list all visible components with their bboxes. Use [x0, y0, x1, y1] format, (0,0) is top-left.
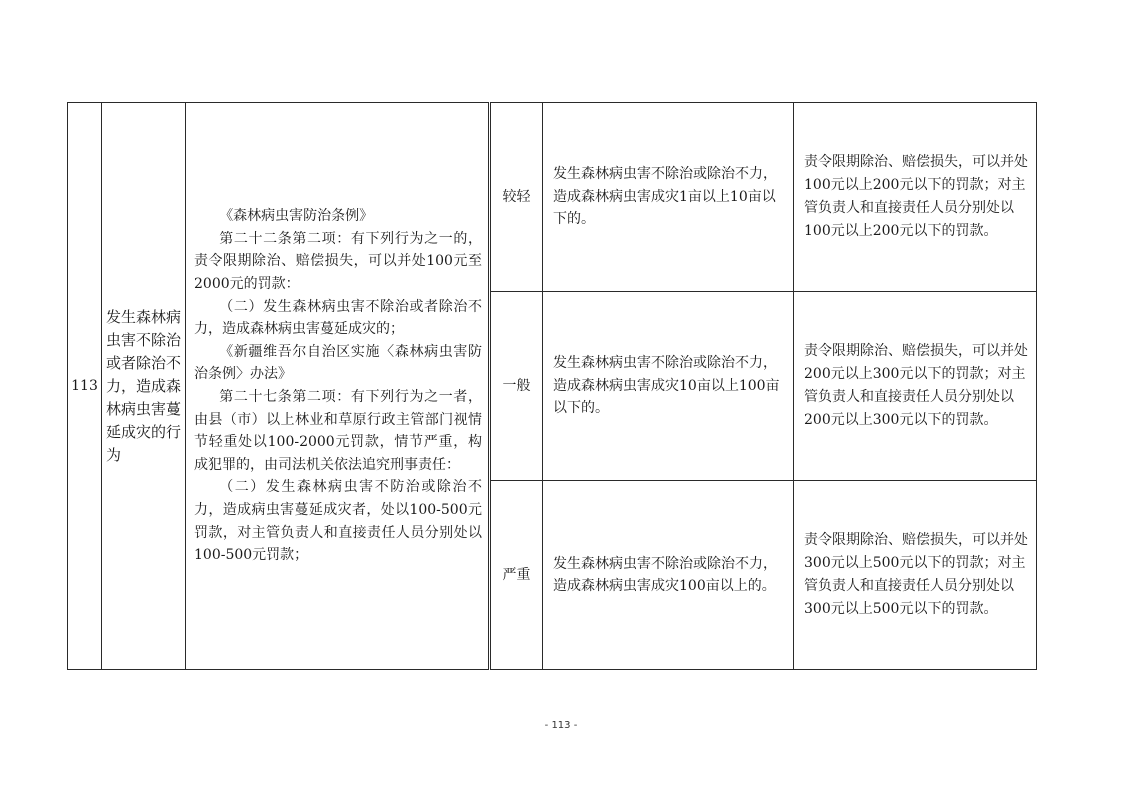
- circumstance-text: 发生森林病虫害不除治或除治不力，造成森林病虫害成灾100亩以上的。: [553, 555, 777, 594]
- severity-cell: [490, 292, 543, 481]
- penalty-text: 责令限期除治、赔偿损失，可以并处100元以上200元以下的罚款；对主管负责人和直接责任人员分别处以100元以上200元以下的罚款。: [804, 154, 1028, 239]
- table-row: [68, 103, 1037, 292]
- penalty-cell: [794, 292, 1037, 481]
- penalty-text: 责令限期除治、赔偿损失，可以并处200元以上300元以下的罚款；对主管负责人和直接责任人员分别处以200元以上300元以下的罚款。: [804, 343, 1028, 428]
- legal-basis-paragraph: 《森林病虫害防治条例》: [219, 208, 374, 225]
- penalty-text: 责令限期除治、赔偿损失，可以并处300元以上500元以下的罚款；对主管负责人和直接责任人员分别处以300元以上500元以下的罚款。: [804, 532, 1028, 617]
- item-number-cell: [68, 103, 102, 670]
- penalty-cell: [794, 481, 1037, 670]
- circumstance-cell: [543, 481, 794, 670]
- severity-label: 严重: [502, 567, 531, 583]
- penalty-standards-table: [67, 102, 1037, 670]
- legal-basis-text: [194, 205, 482, 567]
- severity-label: 较轻: [502, 189, 531, 205]
- illegal-act-text: 发生森林病虫害不除治或者除治不力，造成森林病虫害蔓延成灾的行为: [106, 307, 182, 464]
- page-number: - 113 -: [544, 720, 578, 731]
- circumstance-cell: [543, 103, 794, 292]
- circumstance-text: 发生森林病虫害不除治或除治不力，造成森林病虫害成灾10亩以上100亩以下的。: [553, 355, 780, 417]
- legal-basis-paragraph: （二）发生森林病虫害不除治或者除治不力，造成森林病虫害蔓延成灾的；: [194, 298, 482, 338]
- penalty-cell: [794, 103, 1037, 292]
- legal-basis-cell: [186, 103, 490, 670]
- legal-basis-paragraph: （二）发生森林病虫害不防治或除治不力，造成病虫害蔓延成灾者，处以100-500元罚款，对主管负责人和直接责任人员分别处以100-500元罚款；: [194, 479, 482, 564]
- circumstance-text: 发生森林病虫害不除治或除治不力，造成森林病虫害成灾1亩以上10亩以下的。: [553, 166, 777, 228]
- legal-basis-paragraph: 《新疆维吾尔自治区实施〈森林病虫害防治条例〉办法》: [194, 343, 482, 383]
- item-number: 113: [71, 378, 98, 394]
- severity-label: 一般: [502, 378, 531, 394]
- illegal-act-cell: [102, 103, 186, 670]
- severity-cell: [490, 103, 543, 292]
- severity-cell: [490, 481, 543, 670]
- legal-basis-paragraph: 第二十七条第二项：有下列行为之一者，由县（市）以上林业和草原行政主管部门视情节轻重处以100-2000元罚款，情节严重，构成犯罪的，由司法机关依法追究刑事责任：: [194, 389, 482, 473]
- legal-basis-paragraph: 第二十二条第二项：有下列行为之一的，责令限期除治、赔偿损失，可以并处100元至2000元的罚款：: [194, 230, 482, 293]
- circumstance-cell: [543, 292, 794, 481]
